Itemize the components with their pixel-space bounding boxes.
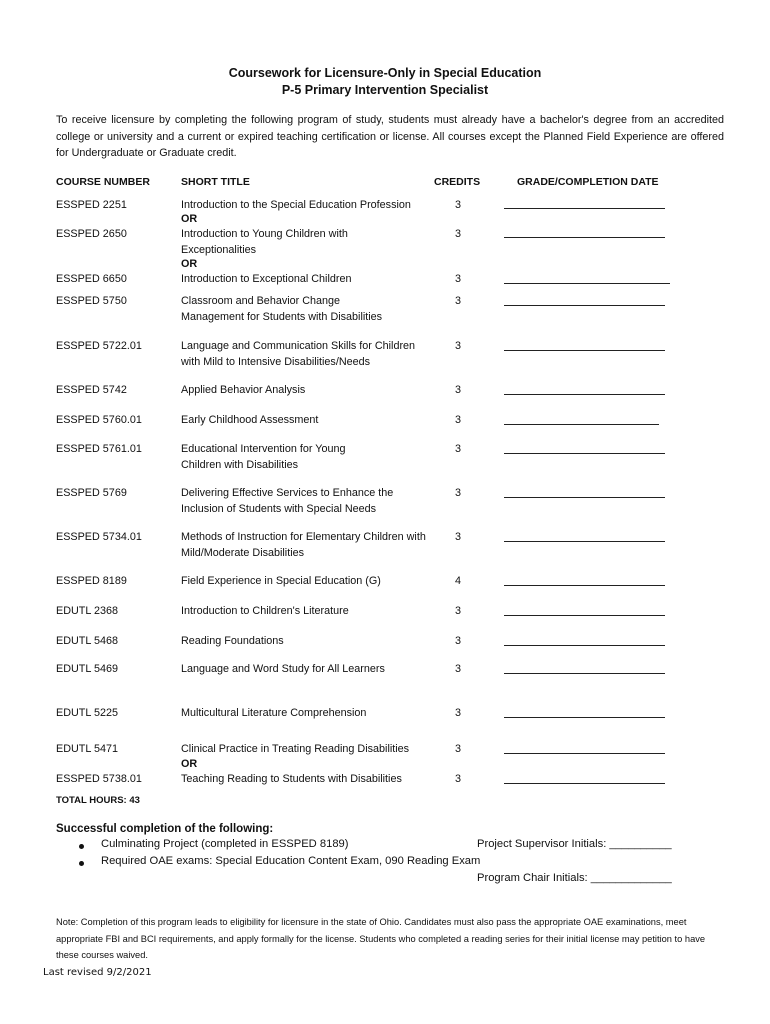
course-credits: 3: [454, 487, 461, 499]
course-number: ESSPED 2650: [56, 228, 127, 240]
course-number: ESSPED 5734.01: [56, 531, 142, 543]
course-credits: 3: [454, 531, 461, 543]
grade-line[interactable]: [504, 717, 665, 718]
grade-line[interactable]: [504, 645, 665, 646]
course-number: ESSPED 5738.01: [56, 773, 142, 785]
document-subtitle: P-5 Primary Intervention Specialist: [281, 83, 489, 97]
grade-line[interactable]: [504, 585, 665, 586]
course-credits: 3: [454, 773, 461, 785]
course-number: EDUTL 5469: [56, 663, 119, 675]
course-title: Introduction to the Special Education Profession: [181, 199, 411, 211]
document-title: Coursework for Licensure-Only in Special Education: [228, 66, 542, 80]
grade-line[interactable]: [504, 283, 670, 284]
course-credits: 3: [454, 228, 461, 240]
course-credits: 3: [454, 443, 461, 455]
grade-line[interactable]: [504, 615, 665, 616]
course-title: Clinical Practice in Treating Reading Disabilities: [181, 743, 410, 755]
course-title: Introduction to Exceptional Children: [181, 273, 352, 285]
grade-line[interactable]: [504, 453, 665, 454]
course-title: Methods of Instruction for Elementary Children with Mild/Moderate Disabilities: [181, 531, 426, 559]
total-hours: TOTAL HOURS: 43: [56, 795, 140, 806]
grade-line[interactable]: [504, 237, 665, 238]
course-credits: 3: [454, 273, 461, 285]
course-credits: 3: [454, 663, 461, 675]
course-credits: 3: [454, 605, 461, 617]
course-number: ESSPED 5760.01: [56, 414, 142, 426]
header-credits: CREDITS: [434, 176, 481, 188]
course-number: ESSPED 5742: [56, 384, 127, 396]
grade-line[interactable]: [504, 394, 665, 395]
grade-line[interactable]: [504, 783, 665, 784]
course-title: Introduction to Young Children with Exceptionalities: [181, 228, 348, 256]
course-number: EDUTL 5225: [56, 707, 119, 719]
grade-line[interactable]: [504, 350, 665, 351]
course-title: Educational Intervention for Young Children with Disabilities: [181, 443, 346, 471]
or-label: OR: [181, 258, 198, 270]
grade-line[interactable]: [504, 208, 665, 209]
course-title: Early Childhood Assessment: [181, 414, 319, 426]
course-title: Classroom and Behavior Change Management for Students with Disabilities: [181, 295, 383, 323]
header-course-number: COURSE NUMBER: [56, 176, 150, 188]
course-number: ESSPED 5769: [56, 487, 127, 499]
bullet-icon: [79, 861, 84, 866]
course-number: ESSPED 8189: [56, 575, 127, 587]
course-number: EDUTL 5471: [56, 743, 119, 755]
course-number: EDUTL 5468: [56, 635, 119, 647]
successful-completion-heading: Successful completion of the following:: [56, 823, 274, 835]
course-number: ESSPED 5750: [56, 295, 127, 307]
bullet-oae-exams: Required OAE exams: Special Education Content Exam, 090 Reading Exam: [101, 855, 481, 867]
course-number: ESSPED 5722.01: [56, 340, 142, 352]
course-number: ESSPED 6650: [56, 273, 127, 285]
grade-line[interactable]: [504, 424, 659, 425]
or-label: OR: [181, 758, 198, 770]
course-title: Language and Communication Skills for Children with Mild to Intensive Disabilities/Needs: [181, 340, 416, 368]
course-credits: 3: [454, 635, 461, 647]
course-number: EDUTL 2368: [56, 605, 119, 617]
course-title: Field Experience in Special Education (G): [181, 575, 381, 587]
course-credits: 3: [454, 295, 461, 307]
course-title: Teaching Reading to Students with Disabilities: [181, 773, 402, 785]
course-title: Reading Foundations: [181, 635, 284, 647]
header-short-title: SHORT TITLE: [181, 176, 250, 188]
course-number: ESSPED 2251: [56, 199, 127, 211]
project-supervisor-initials[interactable]: Project Supervisor Initials: __________: [477, 838, 672, 850]
grade-line[interactable]: [504, 305, 665, 306]
course-title: Introduction to Children's Literature: [181, 605, 349, 617]
last-revised-date: Last revised 9/2/2021: [43, 967, 152, 978]
course-number: ESSPED 5761.01: [56, 443, 142, 455]
bullet-icon: [79, 844, 84, 849]
or-label: OR: [181, 213, 198, 225]
course-credits: 3: [454, 199, 461, 211]
program-chair-initials[interactable]: Program Chair Initials: _____________: [477, 872, 672, 884]
course-title: Language and Word Study for All Learners: [181, 663, 385, 675]
intro-paragraph: To receive licensure by completing the following program of study, students must already have a bachelor's degree from an accredited college or university and a current or expired teaching certification or license. All courses except the Planned Field Experience are offered for Undergraduate or Graduate credit.: [56, 114, 724, 159]
course-credits: 4: [454, 575, 461, 587]
course-title: Applied Behavior Analysis: [181, 384, 306, 396]
course-credits: 3: [454, 414, 461, 426]
course-credits: 3: [454, 707, 461, 719]
course-credits: 3: [454, 743, 461, 755]
footnote: Note: Completion of this program leads to eligibility for licensure in the state of Ohio. Candidates must also pass the appropriate OAE examinations, meet appropriate FBI and BCI requirements, and apply formally for the license. Students who completed a reading series for their initial license may petition to have these courses waived.: [56, 917, 706, 960]
bullet-culminating-project: Culminating Project (completed in ESSPED 8189): [101, 838, 349, 850]
course-credits: 3: [454, 384, 461, 396]
course-title: Delivering Effective Services to Enhance the Inclusion of Students with Special Needs: [181, 487, 394, 515]
grade-line[interactable]: [504, 497, 665, 498]
course-title: Multicultural Literature Comprehension: [181, 707, 367, 719]
course-credits: 3: [454, 340, 461, 352]
grade-line[interactable]: [504, 673, 665, 674]
grade-line[interactable]: [504, 541, 665, 542]
grade-line[interactable]: [504, 753, 665, 754]
header-grade-completion-date: GRADE/COMPLETION DATE: [517, 176, 659, 188]
